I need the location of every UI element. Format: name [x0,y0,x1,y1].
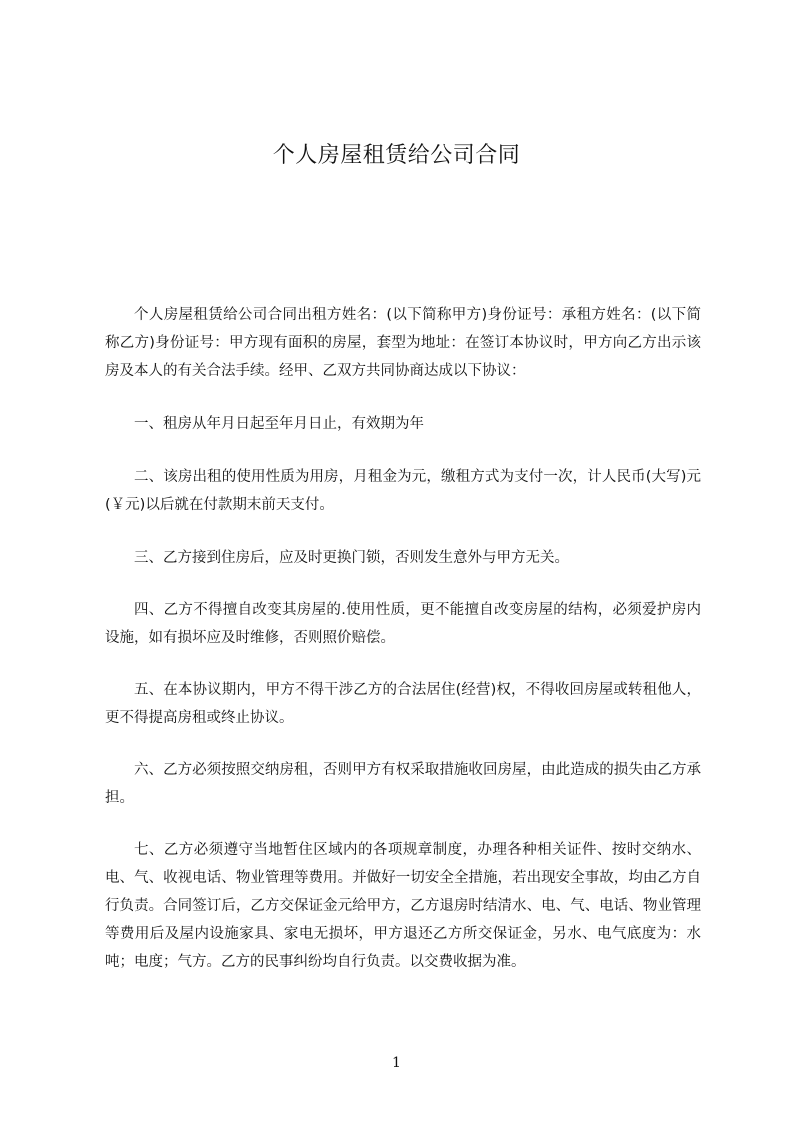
paragraph-clause-2: 二、该房出租的使用性质为用房，月租金为元，缴租方式为支付一次，计人民币(大写)元(￥元)以后就在付款期末前天支付。 [105,468,701,513]
page-number: 1 [392,1055,401,1071]
paragraph-clause-4: 四、乙方不得擅自改变其房屋的.使用性质，更不能擅自改变房屋的结构，必须爱护房内设施，如有损坏应及时维修，否则照价赔偿。 [105,601,701,646]
paragraph-clause-3: 三、乙方接到住房后，应及时更换门锁，否则发生意外与甲方无关。 [134,549,569,566]
paragraph-clause-7: 七、乙方必须遵守当地暂住区域内的各项规章制度，办理各种相关证件、按时交纳水、电、气、收视电话、物业管理等费用。并做好一切安全全措施，若出现安全事故，均由乙方自行负责。合同签订后，乙方交保证金元给甲方，乙方退房时结清水、电、气、电话、物业管理等费用后及屋内设施家具、家电无损坏，甲方退还乙方所交保证金，另水、电气底度为：水吨；电度；气方。乙方的民事纠纷均自行负责。以交费收据为准。 [105,841,701,970]
document-title: 个人房屋租赁给公司合同 [272,143,521,168]
paragraph-clause-6: 六、乙方必须按照交纳房租，否则甲方有权采取措施收回房屋，由此造成的损失由乙方承担。 [105,761,701,806]
paragraph-clause-5: 五、在本协议期内，甲方不得干涉乙方的合法居住(经营)权，不得收回房屋或转租他人，更不得提高房租或终止协议。 [105,681,701,726]
paragraph-intro: 个人房屋租赁给公司合同出租方姓名：(以下简称甲方)身份证号：承租方姓名：(以下简称乙方)身份证号：甲方现有面积的房屋，套型为地址：在签订本协议时，甲方向乙方出示该房及本人的有关合法手续。经甲、乙双方共同协商达成以下协议： [105,306,701,379]
paragraph-clause-1: 一、租房从年月日起至年月日止，有效期为年 [134,415,424,432]
